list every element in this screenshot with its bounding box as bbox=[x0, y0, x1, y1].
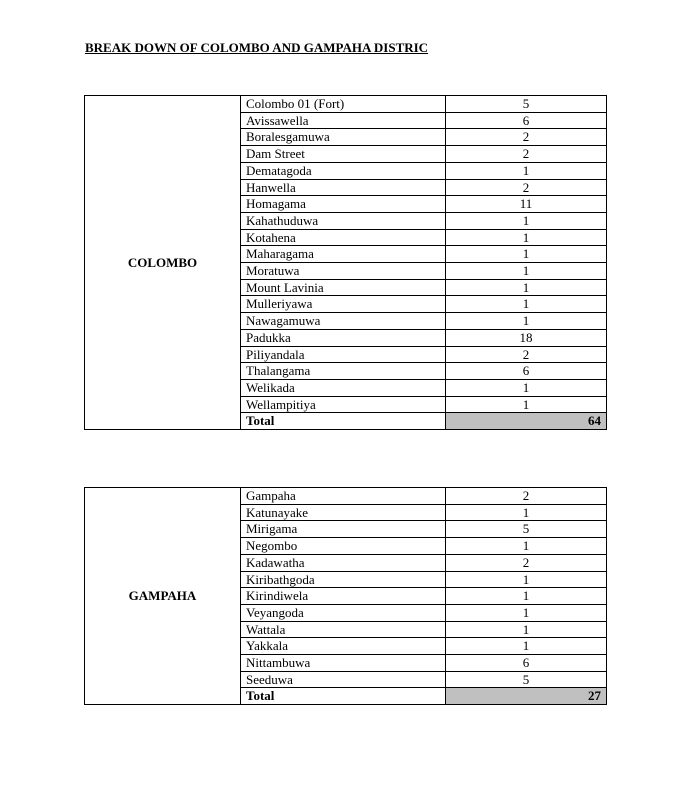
location-name: Nawagamuwa bbox=[241, 313, 446, 330]
location-count: 5 bbox=[446, 521, 607, 538]
total-label: Total bbox=[241, 413, 446, 430]
location-name: Kotahena bbox=[241, 229, 446, 246]
location-name: Yakkala bbox=[241, 638, 446, 655]
location-name: Mount Lavinia bbox=[241, 279, 446, 296]
location-name: Mulleriyawa bbox=[241, 296, 446, 313]
location-count: 1 bbox=[446, 263, 607, 280]
location-name: Kahathuduwa bbox=[241, 212, 446, 229]
gampaha-table bbox=[84, 487, 607, 705]
location-count: 1 bbox=[446, 162, 607, 179]
location-count: 2 bbox=[446, 129, 607, 146]
total-value: 27 bbox=[446, 688, 607, 705]
location-name: Dam Street bbox=[241, 146, 446, 163]
location-name: Katunayake bbox=[241, 504, 446, 521]
location-count: 1 bbox=[446, 588, 607, 605]
location-count: 1 bbox=[446, 379, 607, 396]
colombo-table bbox=[84, 95, 607, 430]
location-count: 1 bbox=[446, 246, 607, 263]
location-name: Wellampitiya bbox=[241, 396, 446, 413]
location-count: 6 bbox=[446, 112, 607, 129]
location-count: 1 bbox=[446, 396, 607, 413]
location-name: Padukka bbox=[241, 329, 446, 346]
location-name: Nittambuwa bbox=[241, 655, 446, 672]
location-count: 2 bbox=[446, 554, 607, 571]
location-count: 1 bbox=[446, 229, 607, 246]
location-count: 18 bbox=[446, 329, 607, 346]
location-name: Avissawella bbox=[241, 112, 446, 129]
location-count: 5 bbox=[446, 671, 607, 688]
location-name: Hanwella bbox=[241, 179, 446, 196]
location-name: Negombo bbox=[241, 538, 446, 555]
location-count: 1 bbox=[446, 313, 607, 330]
location-count: 2 bbox=[446, 146, 607, 163]
colombo-table-body bbox=[85, 96, 607, 430]
location-name: Welikada bbox=[241, 379, 446, 396]
location-count: 5 bbox=[446, 96, 607, 113]
location-name: Homagama bbox=[241, 196, 446, 213]
district-name: GAMPAHA bbox=[85, 488, 241, 705]
total-value: 64 bbox=[446, 413, 607, 430]
location-name: Moratuwa bbox=[241, 263, 446, 280]
page-title: BREAK DOWN OF COLOMBO AND GAMPAHA DISTRIC bbox=[85, 40, 429, 55]
location-name: Wattala bbox=[241, 621, 446, 638]
location-count: 1 bbox=[446, 504, 607, 521]
location-name: Mirigama bbox=[241, 521, 446, 538]
gampaha-table-body bbox=[85, 488, 607, 705]
location-name: Kirindiwela bbox=[241, 588, 446, 605]
location-name: Colombo 01 (Fort) bbox=[241, 96, 446, 113]
location-name: Gampaha bbox=[241, 488, 446, 505]
location-count: 1 bbox=[446, 296, 607, 313]
location-count: 1 bbox=[446, 279, 607, 296]
location-name: Seeduwa bbox=[241, 671, 446, 688]
location-count: 6 bbox=[446, 655, 607, 672]
location-count: 1 bbox=[446, 604, 607, 621]
location-count: 2 bbox=[446, 488, 607, 505]
location-count: 1 bbox=[446, 212, 607, 229]
location-name: Thalangama bbox=[241, 363, 446, 380]
location-name: Kadawatha bbox=[241, 554, 446, 571]
table-row bbox=[85, 488, 607, 505]
location-name: Kiribathgoda bbox=[241, 571, 446, 588]
location-count: 2 bbox=[446, 346, 607, 363]
location-name: Piliyandala bbox=[241, 346, 446, 363]
total-label: Total bbox=[241, 688, 446, 705]
location-count: 1 bbox=[446, 571, 607, 588]
location-name: Boralesgamuwa bbox=[241, 129, 446, 146]
location-count: 1 bbox=[446, 638, 607, 655]
location-count: 6 bbox=[446, 363, 607, 380]
location-count: 1 bbox=[446, 538, 607, 555]
table-row bbox=[85, 96, 607, 113]
district-name: COLOMBO bbox=[85, 96, 241, 430]
location-count: 2 bbox=[446, 179, 607, 196]
location-name: Veyangoda bbox=[241, 604, 446, 621]
location-count: 1 bbox=[446, 621, 607, 638]
location-count: 11 bbox=[446, 196, 607, 213]
location-name: Maharagama bbox=[241, 246, 446, 263]
location-name: Dematagoda bbox=[241, 162, 446, 179]
